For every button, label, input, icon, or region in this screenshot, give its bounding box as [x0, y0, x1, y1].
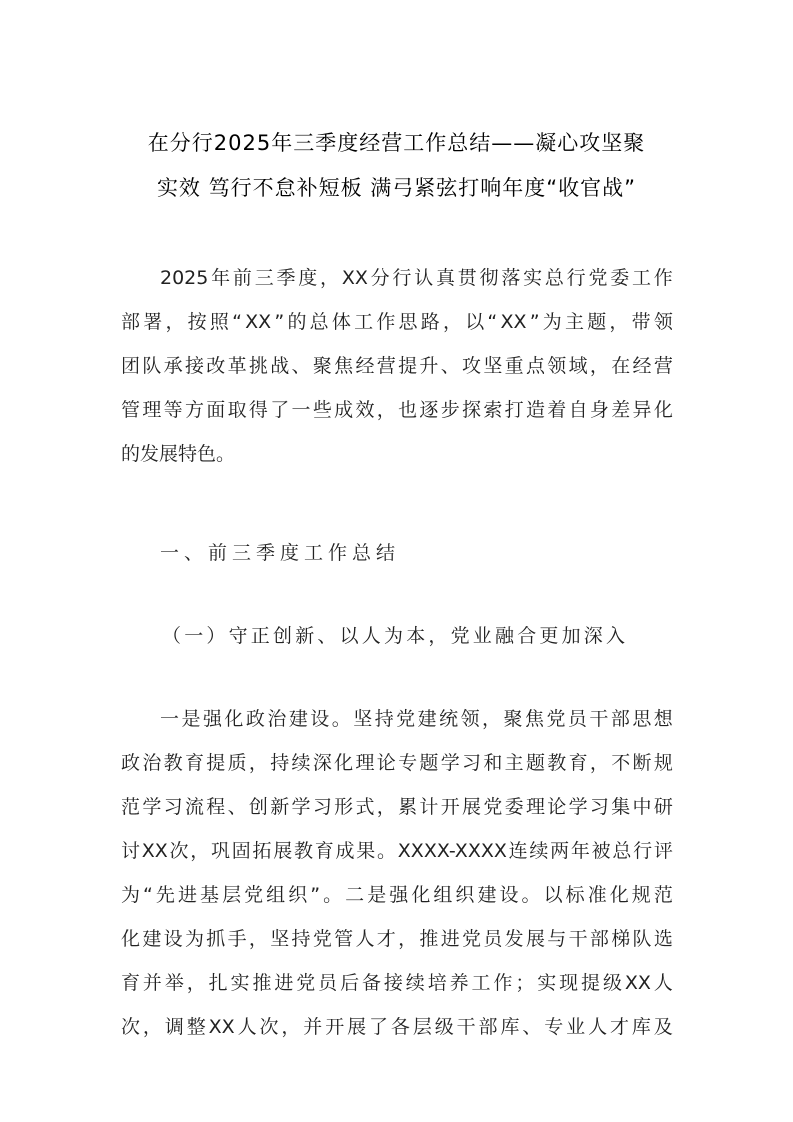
intro-line: 2025 年 前 三 季 度 ， XX 分 行 认 真 贯 彻 落 实 总 行 党 委 工 作: [160, 267, 673, 289]
body-line: 育 并 举 ， 扎 实 推 进 党 员 后 备 接 续 培 养 工 作 ； 实 现 提 级 XX 人: [121, 972, 673, 994]
body-line: 次 ， 调 整 XX 人 次 ， 并 开 展 了 各 层 级 干 部 库 、 专 业 人 才 库 及: [121, 1016, 673, 1038]
document-title-line-2: 实效 笃行不怠补短板 满弓紧弦打响年度“收官战”: [156, 176, 637, 200]
body-line: 讨 XX 次 ， 巩 固 拓 展 教 育 成 果 。 XXXX-XXXX 连 续 两 年 被 总 行 评: [121, 840, 673, 862]
body-line: 范 学 习 流 程 、 创 新 学 习 形 式 ， 累 计 开 展 党 委 理 论 学 习 集 中 研: [121, 796, 673, 818]
intro-line: 团 队 承 接 改 革 挑 战 、 聚 焦 经 营 提 升 、 攻 坚 重 点 领 域 ， 在 经 营: [121, 355, 673, 377]
intro-line: 的发展特色。: [121, 443, 236, 465]
body-line: 化 建 设 为 抓 手 ， 坚 持 党 管 人 才 ， 推 进 党 员 发 展 与 干 部 梯 队 选: [121, 928, 673, 950]
section-heading: 一、前三季度工作总结: [160, 542, 401, 564]
subsection-heading: （一）守正创新、以人为本，党业融合更加深入: [162, 625, 629, 647]
body-line: 为 “ 先 进 基 层 党 组 织 ” 。 二 是 强 化 组 织 建 设 。 以 标 准 化 规 范: [121, 884, 673, 906]
document-title-line-1: 在分行2025年三季度经营工作总结——凝心攻坚聚: [147, 131, 646, 155]
body-line: 政 治 教 育 提 质 ， 持 续 深 化 理 论 专 题 学 习 和 主 题 教 育 ， 不 断 规: [121, 752, 673, 774]
intro-line: 部 署 ， 按 照 “ XX ” 的 总 体 工 作 思 路 ， 以 “ XX ” 为 主 题 ， 带 领: [121, 311, 673, 333]
body-line: 一 是 强 化 政 治 建 设 。 坚 持 党 建 统 领 ， 聚 焦 党 员 干 部 思 想: [160, 708, 673, 730]
intro-line: 管 理 等 方 面 取 得 了 一 些 成 效 ， 也 逐 步 探 索 打 造 着 自 身 差 异 化: [121, 399, 673, 421]
